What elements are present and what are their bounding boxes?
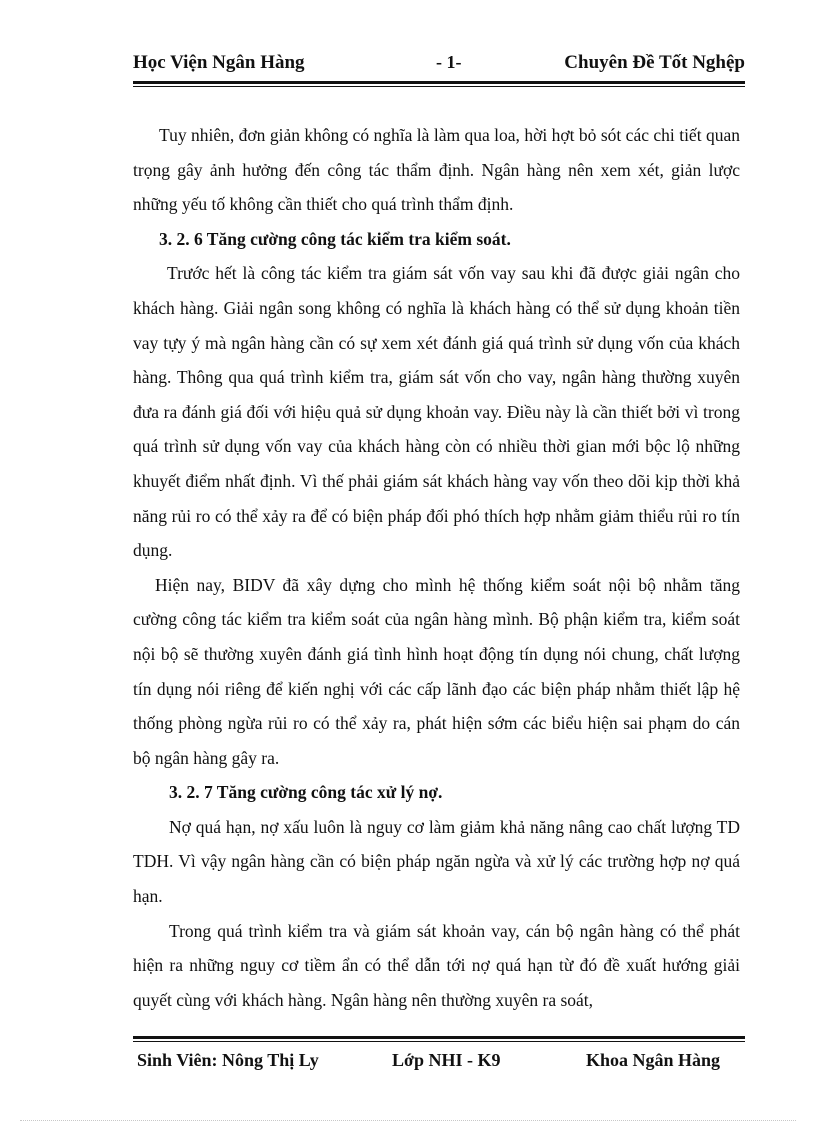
- section-heading-3-2-7: 3. 2. 7 Tăng cường công tác xử lý nợ.: [169, 782, 443, 803]
- paragraph-overdue-debt: Nợ quá hạn, nợ xấu luôn là nguy cơ làm giảm khả năng nâng cao chất lượng TD TDH. Vì vậy ngân hàng cần có biện pháp ngăn ngừa và xử lý các trường hợp nợ quá hạn.: [133, 816, 740, 907]
- footer-student: Sinh Viên: Nông Thị Ly: [137, 1050, 319, 1070]
- header-rule-thin: [133, 86, 745, 87]
- footer-faculty: Khoa Ngân Hàng: [585, 1050, 720, 1070]
- footer-rule-thick: [133, 1036, 745, 1039]
- paragraph-loan-inspection: Trong quá trình kiểm tra và giám sát khoản vay, cán bộ ngân hàng có thể phát hiện ra những nguy cơ tiềm ẩn có thể dẫn tới nợ quá hạn từ đó đề xuất hướng giải quyết cùng với khách hàng. Ngân hàng nên thường xuyên ra soát,: [133, 920, 740, 1010]
- page-bottom-dotted-line: [20, 1120, 796, 1121]
- header-institution: Học Viện Ngân Hàng: [133, 52, 305, 73]
- paragraph-simplification: Tuy nhiên, đơn giản không có nghĩa là làm qua loa, hời hợt bỏ sót các chi tiết quan trọng gây ảnh hưởng đến công tác thẩm định. Ngân hàng nên xem xét, giản lược những yếu tố không cần thiết cho quá trình thẩm định.: [133, 125, 740, 215]
- header-rule-thick: [133, 81, 745, 84]
- page-body: [133, 118, 740, 1017]
- page-header: [133, 52, 745, 78]
- section-heading-3-2-6: 3. 2. 6 Tăng cường công tác kiểm tra kiểm soát.: [159, 228, 511, 249]
- header-document-type: Chuyên Đề Tốt Nghệp: [564, 52, 745, 73]
- page-footer: [137, 1050, 737, 1076]
- paragraph-bidv-internal-control: Hiện nay, BIDV đã xây dựng cho mình hệ thống kiểm soát nội bộ nhằm tăng cường công tác kiểm tra kiểm soát của ngân hàng mình. Bộ phận kiểm tra, kiểm soát nội bộ sẽ thường xuyên đánh giá tình hình hoạt động tín dụng nói chung, chất lượng tín dụng nói riêng để kiến nghị với các cấp lãnh đạo các biện pháp nhằm thiết lập hệ thống phòng ngừa rủi ro có thể xảy ra, phát hiện sớm các biểu hiện sai phạm do cán bộ ngân hàng gây ra.: [133, 574, 740, 768]
- paragraph-loan-monitoring: Trước hết là công tác kiểm tra giám sát vốn vay sau khi đã được giải ngân cho khách hàng. Giải ngân song không có nghĩa là khách hàng có thể sử dụng khoản tiền vay tựy ý mà ngân hàng cần có sự xem xét đánh giá quá trình sử dụng vốn của khách hàng. Thông qua quá trình kiểm tra, giám sát vốn cho vay, ngân hàng thường xuyên đưa ra đánh giá đối với hiệu quả sử dụng khoản vay. Điều này là cần thiết bởi vì trong quá trình sử dụng vốn vay của khách hàng còn có nhiều thời gian mới bộc lộ những khuyết điểm nhất định. Vì thế phải giám sát khách hàng vay vốn theo dõi kịp thời khả năng rủi ro có thể xảy ra để có biện pháp đối phó thích hợp nhằm giảm thiểu rủi ro tín dụng.: [133, 263, 740, 561]
- page-number: - 1-: [436, 52, 462, 72]
- footer-rule-thin: [133, 1041, 745, 1042]
- footer-class: Lớp NHI - K9: [392, 1050, 501, 1070]
